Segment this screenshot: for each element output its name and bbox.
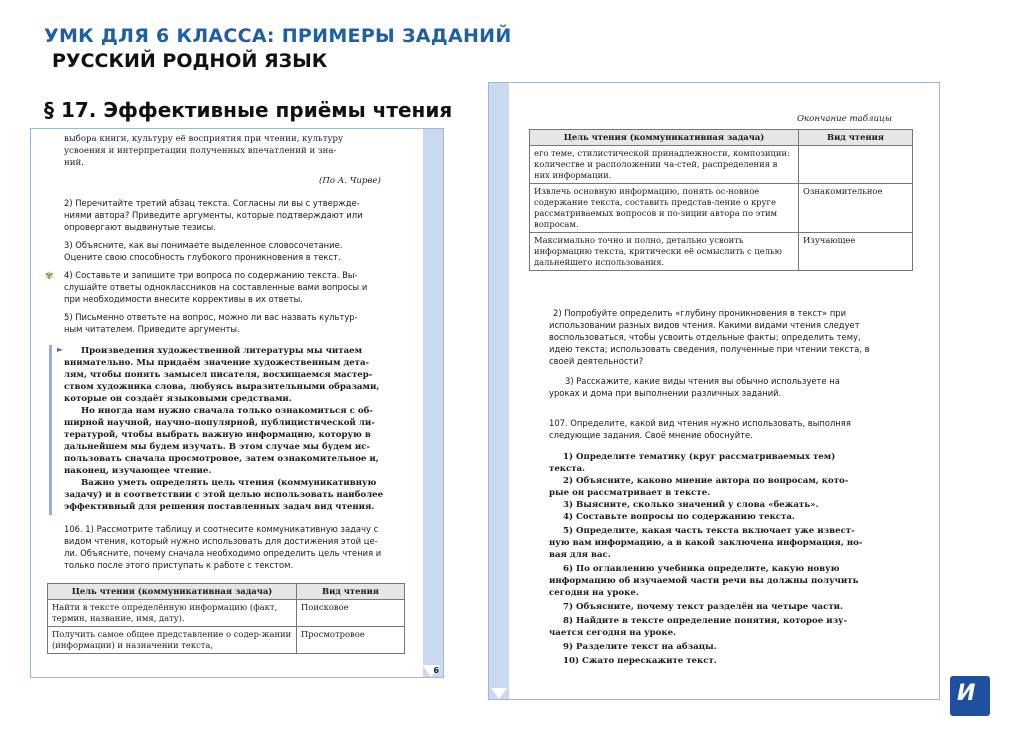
list-item: 2) Объясните, каково мнение автора по вопросам, кото- bbox=[563, 476, 849, 486]
list-item: рые он рассматривает в тексте. bbox=[549, 488, 711, 498]
table-header: Вид чтения bbox=[297, 584, 405, 600]
rule-line: пользовать сначала просмотровое, затем ознакомительное и, bbox=[64, 454, 379, 464]
list-item: ную вам информацию, а в какой заключена информация, но- bbox=[549, 538, 863, 548]
table-cell: Просмотровое bbox=[297, 627, 405, 654]
table-header: Цель чтения (коммуникативная задача) bbox=[530, 130, 799, 146]
rule-line: ширной научной, научно-популярной, публицистической ли- bbox=[64, 418, 375, 428]
rule-line: эффективный для решения поставленных задач вид чтения. bbox=[64, 502, 375, 512]
task-line: 4) Составьте и запишите три вопроса по содержанию текста. Вы- bbox=[64, 270, 358, 280]
intro-line: усвоения и интерпретации полученных впечатлений и зна- bbox=[64, 146, 337, 156]
list-item: 3) Выясните, сколько значений у слова «бежать». bbox=[563, 500, 819, 510]
slide-title: УМК ДЛЯ 6 КЛАССА: ПРИМЕРЫ ЗАДАНИЙ bbox=[44, 25, 512, 47]
table-header: Цель чтения (коммуникативная задача) bbox=[48, 584, 297, 600]
task-line: своей деятельности? bbox=[549, 356, 644, 366]
table-cell: Ознакомительное bbox=[799, 184, 913, 233]
rule-margin-bar bbox=[49, 345, 52, 515]
table-caption: Окончание таблицы bbox=[797, 114, 893, 124]
task-line: воспользоваться, чтобы усвоить отдельные факты; определить тему, bbox=[549, 332, 861, 342]
rule-arrow-icon: ► bbox=[57, 345, 64, 354]
list-item: 4) Составьте вопросы по содержанию текста. bbox=[563, 512, 795, 522]
table-row bbox=[530, 184, 913, 233]
exercise-line: ли. Объясните, почему сначала необходимо определить цель чтения и bbox=[64, 548, 382, 558]
rule-line: ством художника слова, любуясь выразительными образами, bbox=[64, 382, 380, 392]
task-line: идею текста; использовать сведения, полученные при чтении текста, в bbox=[549, 344, 870, 354]
left-textbook-page bbox=[30, 128, 444, 678]
list-item: сегодня на уроке. bbox=[549, 588, 639, 598]
list-item: текста. bbox=[549, 464, 586, 474]
intro-line: ний. bbox=[64, 158, 84, 168]
publisher-logo-icon: И bbox=[950, 676, 990, 716]
table-cell: Получить самое общее представление о содер-жании (информации) и назначении текста, bbox=[48, 627, 297, 654]
rule-line: Произведения художественной литературы мы читаем bbox=[81, 346, 363, 356]
task-line: 2) Попробуйте определить «глубину проникновения в текст» при bbox=[553, 308, 847, 318]
exercise-line: следующие задания. Своё мнение обоснуйте. bbox=[549, 430, 753, 440]
reading-goals-table-end bbox=[529, 129, 913, 271]
task-line: 3) Расскажите, какие виды чтения вы обычно используете на bbox=[565, 376, 840, 386]
rule-line: Важно уметь определять цель чтения (коммуникативную bbox=[81, 478, 377, 488]
list-item: вая для вас. bbox=[549, 550, 611, 560]
task-line: опровергают выдвинутые тезисы. bbox=[64, 222, 216, 232]
task-line: 5) Письменно ответьте на вопрос, можно ли вас назвать культур- bbox=[64, 312, 358, 322]
task-line: 3) Объясните, как вы понимаете выделенное словосочетание. bbox=[64, 240, 343, 250]
table-cell: Изучающее bbox=[799, 233, 913, 271]
reading-goals-table bbox=[47, 583, 405, 654]
rule-line: лям, чтобы понять замысел писателя, восхищаемся мастер- bbox=[64, 370, 373, 380]
page-side-strip bbox=[423, 129, 443, 677]
list-item: чается сегодня на уроке. bbox=[549, 628, 677, 638]
section-title: § 17. Эффективные приёмы чтения bbox=[44, 98, 453, 122]
task-line: слушайте ответы одноклассников на составленные вами вопросы и bbox=[64, 282, 368, 292]
list-item: 1) Определите тематику (круг рассматриваемых тем) bbox=[563, 452, 836, 462]
rule-line: тературой, чтобы выбрать важную информацию, которую в bbox=[64, 430, 371, 440]
rule-line: задачу) и в соответствии с этой целью использовать наиболее bbox=[64, 490, 384, 500]
exercise-line: видом чтения, который нужно использовать для достижения этой це- bbox=[64, 536, 378, 546]
rule-line: наконец, изучающее чтение. bbox=[64, 466, 212, 476]
table-cell: Поисковое bbox=[297, 600, 405, 627]
margin-leaf-icon: ✾ bbox=[45, 271, 54, 282]
rule-line: которые он создаёт языковыми средствами. bbox=[64, 394, 292, 404]
list-item: 8) Найдите в тексте определение понятия, которое изу- bbox=[563, 616, 848, 626]
rule-line: дальнейшем мы будем изучать. В этом случае мы будем ис- bbox=[64, 442, 371, 452]
exercise-line: 107. Определите, какой вид чтения нужно использовать, выполняя bbox=[549, 418, 851, 428]
page-corner-triangle bbox=[491, 688, 507, 699]
task-line: использовании разных видов чтения. Какими видами чтения следует bbox=[549, 320, 860, 330]
task-line: при необходимости внесите коррективы в их ответы. bbox=[64, 294, 303, 304]
table-cell: Максимально точно и полно, детально усвоить информацию текста, критически её осмыслить с целью дальнейшего использования. bbox=[530, 233, 799, 271]
page-side-strip bbox=[489, 83, 509, 699]
table-row bbox=[530, 233, 913, 271]
right-textbook-page bbox=[488, 82, 940, 700]
table-cell: его теме, стилистической принадлежности, композиции: количестве и расположении ча-стей, распределения в них информации. bbox=[530, 146, 799, 184]
table-header: Вид чтения bbox=[799, 130, 913, 146]
slide-subtitle: РУССКИЙ РОДНОЙ ЯЗЫК bbox=[52, 50, 328, 72]
table-row bbox=[530, 146, 913, 184]
rule-line: Но иногда нам нужно сначала только ознакомиться с об- bbox=[81, 406, 373, 416]
table-cell: Извлечь основную информацию, понять ос-новное содержание текста, составить представ-ление о круге рассматриваемых вопросов и по-зиции автора по этим вопросам. bbox=[530, 184, 799, 233]
author-attribution: (По А. Чирве) bbox=[319, 176, 381, 186]
exercise-line: только после этого приступать к работе с текстом. bbox=[64, 560, 294, 570]
task-line: ниями автора? Приведите аргументы, которые подтверждают или bbox=[64, 210, 363, 220]
page-number: 6 bbox=[433, 666, 439, 675]
list-item: 7) Объясните, почему текст разделён на четыре части. bbox=[563, 602, 844, 612]
task-line: уроках и дома при выполнении различных заданий. bbox=[549, 388, 782, 398]
task-line: Оцените свою способность глубокого проникновения в текст. bbox=[64, 252, 341, 262]
task-line: ным читателем. Приведите аргументы. bbox=[64, 324, 240, 334]
table-row bbox=[48, 627, 405, 654]
table-cell: Найти в тексте определённую информацию (факт, термин, название, имя, дату). bbox=[48, 600, 297, 627]
task-line: 2) Перечитайте третий абзац текста. Согласны ли вы с утвержде- bbox=[64, 198, 360, 208]
list-item: информацию об изучаемой части речи вы должны получить bbox=[549, 576, 859, 586]
exercise-line: 106. 1) Рассмотрите таблицу и соотнесите коммуникативную задачу с bbox=[64, 524, 379, 534]
intro-line: выбора книги, культуру её восприятия при чтении, культуру bbox=[64, 134, 344, 144]
list-item: 9) Разделите текст на абзацы. bbox=[563, 642, 717, 652]
table-cell bbox=[799, 146, 913, 184]
list-item: 10) Сжато перескажите текст. bbox=[563, 656, 717, 666]
rule-line: внимательно. Мы придаём значение художественным дета- bbox=[64, 358, 370, 368]
table-row bbox=[48, 600, 405, 627]
list-item: 6) По оглавлению учебника определите, какую новую bbox=[563, 564, 840, 574]
list-item: 5) Определите, какая часть текста включает уже извест- bbox=[563, 526, 855, 536]
